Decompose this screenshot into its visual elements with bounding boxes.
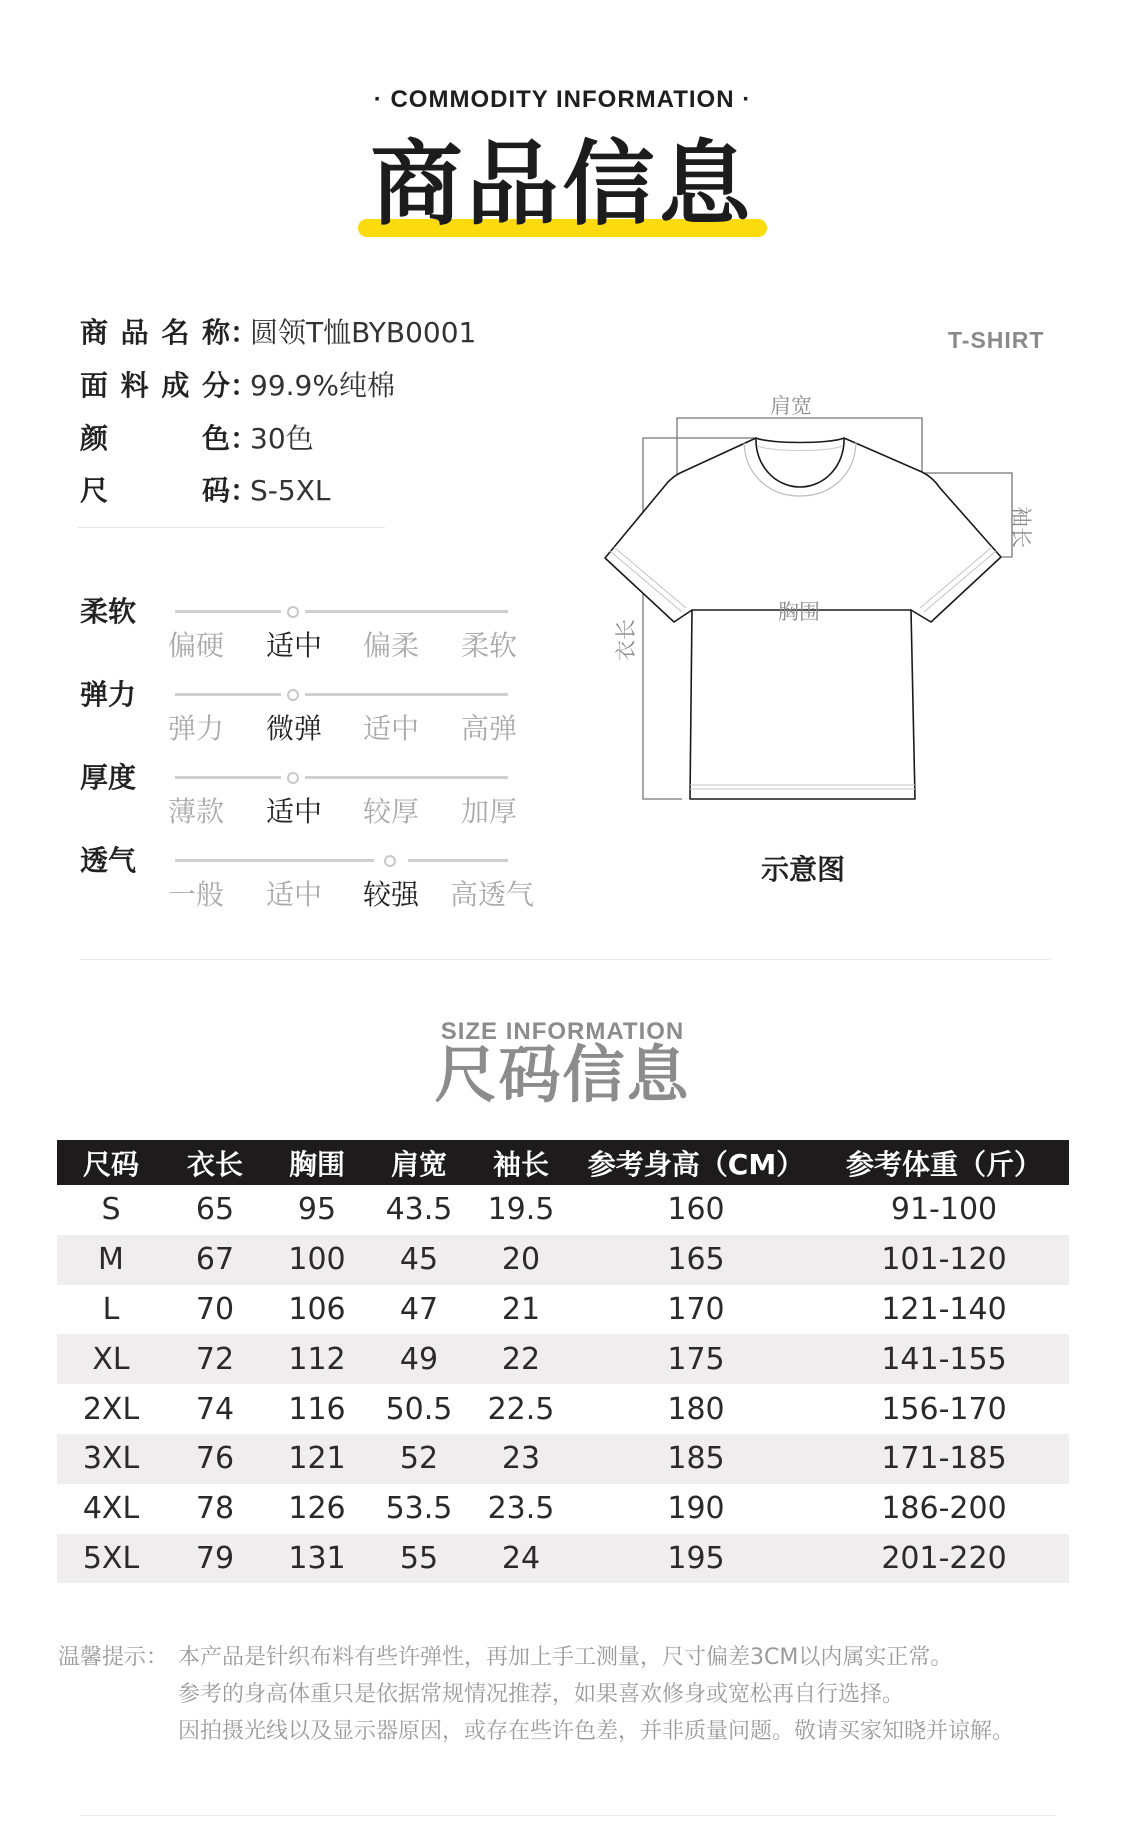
footer-divider (80, 1815, 1055, 1816)
column-header: 袖长 (469, 1140, 573, 1185)
table-cell: 5XL (57, 1534, 165, 1584)
table-cell: 91-100 (890, 1192, 998, 1228)
table-cell: 21 (501, 1291, 541, 1327)
info-label: 尺码 (80, 474, 230, 507)
scale-knob (287, 772, 299, 784)
table-cell: L (102, 1291, 120, 1327)
table-cell: S (101, 1192, 121, 1228)
column-header: 参考身高（CM） (573, 1140, 819, 1185)
table-cell: 53.5 (385, 1491, 453, 1527)
table-cell: 76 (165, 1434, 265, 1484)
scale-knob (287, 689, 299, 701)
table-cell: 23 (469, 1434, 573, 1484)
table-cell: 180 (667, 1391, 725, 1427)
table-row (57, 1235, 1069, 1285)
table-cell: 156-170 (881, 1391, 1007, 1427)
table-cell: 112 (265, 1334, 369, 1384)
info-row-color: 颜色：30色 (80, 422, 314, 455)
column-header: 肩宽 (369, 1140, 469, 1185)
scale-option: 加厚 (460, 795, 517, 828)
table-cell: 101-120 (819, 1235, 1069, 1285)
table-row (57, 1285, 1069, 1335)
table-cell: 19.5 (487, 1192, 555, 1228)
table-row (57, 1384, 1069, 1434)
note-label: 温馨提示： (58, 1645, 169, 1670)
scale-option: 偏柔 (362, 629, 419, 662)
sleeve-length-label: 袖长 (1009, 506, 1033, 548)
table-cell: 65 (195, 1192, 235, 1228)
scale-option: 较厚 (362, 795, 419, 828)
diagram-caption: 示意图 (760, 853, 845, 886)
table-cell: 20 (469, 1235, 573, 1285)
table-cell: 175 (573, 1334, 819, 1384)
info-label: 面料成分 (80, 369, 230, 402)
table-cell: 170 (667, 1291, 725, 1327)
table-cell: 4XL (82, 1491, 140, 1527)
scale-option: 薄款 (167, 795, 224, 828)
table-cell: 126 (288, 1491, 346, 1527)
info-row-name: 商品名称：圆领T恤BYB0001 (80, 316, 477, 349)
scale-knob (384, 855, 396, 867)
scale-option-selected: 适中 (265, 795, 322, 828)
scale-track (175, 693, 281, 696)
table-row (57, 1484, 1069, 1534)
scale-option-selected: 适中 (265, 629, 322, 662)
table-cell: 185 (573, 1434, 819, 1484)
size-eyebrow: SIZE INFORMATION (440, 1018, 685, 1045)
table-cell: 50.5 (385, 1391, 453, 1427)
table-row (57, 1185, 1069, 1235)
attr-label-breathability: 透气 (80, 844, 137, 877)
table-cell: 67 (165, 1235, 265, 1285)
table-cell: 121-140 (881, 1291, 1007, 1327)
table-cell: 95 (297, 1192, 337, 1228)
scale-track (175, 859, 374, 862)
info-divider (78, 527, 385, 528)
scale-option: 一般 (167, 878, 224, 911)
column-header: 衣长 (165, 1140, 265, 1185)
table-cell: 55 (369, 1534, 469, 1584)
table-cell: 47 (399, 1291, 439, 1327)
attr-label-thickness: 厚度 (80, 761, 137, 794)
scale-option: 高弹 (460, 712, 517, 745)
table-cell: 141-155 (819, 1334, 1069, 1384)
table-cell: 186-200 (881, 1491, 1007, 1527)
info-label: 颜色 (80, 422, 230, 455)
scale-track (175, 610, 281, 613)
table-cell: 171-185 (819, 1434, 1069, 1484)
table-row (57, 1334, 1069, 1384)
table-row (57, 1434, 1069, 1484)
shoulder-width-label: 肩宽 (770, 394, 812, 418)
table-cell: 22.5 (487, 1391, 555, 1427)
chest-label: 胸围 (778, 600, 820, 624)
table-cell: 22 (469, 1334, 573, 1384)
table-cell: 70 (195, 1291, 235, 1327)
table-cell: 24 (469, 1534, 573, 1584)
info-row-size: 尺码：S-5XL (80, 474, 331, 507)
info-value: 99.9%纯棉 (250, 369, 395, 402)
scale-option: 高透气 (449, 878, 534, 911)
page-title: 商品信息 (370, 131, 755, 238)
info-row-fabric: 面料成分：99.9%纯棉 (80, 369, 395, 402)
table-cell: 74 (195, 1391, 235, 1427)
table-cell: 100 (265, 1235, 369, 1285)
table-cell: 116 (288, 1391, 346, 1427)
table-cell: 72 (165, 1334, 265, 1384)
scale-track (305, 693, 508, 696)
note-line: 因拍摄光线以及显示器原因，或存在些许色差，并非质量问题。敬请买家知晓并谅解。 (178, 1719, 1015, 1744)
table-header-row (57, 1140, 1069, 1185)
scale-option: 柔软 (460, 629, 517, 662)
size-table (57, 1140, 1069, 1583)
table-cell: 2XL (82, 1391, 140, 1427)
info-value: S-5XL (250, 474, 331, 507)
scale-track (408, 859, 508, 862)
table-cell: 121 (265, 1434, 369, 1484)
table-row (57, 1534, 1069, 1584)
table-cell: 79 (165, 1534, 265, 1584)
scale-option: 偏硬 (167, 629, 224, 662)
table-cell: 43.5 (385, 1192, 453, 1228)
info-value: 圆领T恤BYB0001 (250, 316, 477, 349)
info-value: 30色 (250, 422, 314, 455)
scale-option: 适中 (265, 878, 322, 911)
scale-track (305, 776, 508, 779)
scale-option: 弹力 (167, 712, 224, 745)
commodity-eyebrow: · COMMODITY INFORMATION · (373, 86, 752, 113)
scale-track (175, 776, 281, 779)
table-cell: 190 (667, 1491, 725, 1527)
note-line: 参考的身高体重只是依据常规情况推荐，如果喜欢修身或宽松再自行选择。 (178, 1682, 905, 1707)
table-cell: 3XL (57, 1434, 165, 1484)
table-cell: 52 (369, 1434, 469, 1484)
table-cell: 160 (667, 1192, 725, 1228)
scale-option-selected: 较强 (362, 878, 419, 911)
column-header: 尺码 (57, 1140, 165, 1185)
body-length-label: 衣长 (614, 619, 638, 661)
table-cell: XL (57, 1334, 165, 1384)
table-cell: 201-220 (819, 1534, 1069, 1584)
table-cell: 23.5 (487, 1491, 555, 1527)
scale-option: 适中 (362, 712, 419, 745)
table-cell: 131 (265, 1534, 369, 1584)
table-cell: M (57, 1235, 165, 1285)
note-line: 本产品是针织布料有些许弹性，再加上手工测量，尺寸偏差3CM以内属实正常。 (178, 1645, 953, 1670)
table-cell: 78 (195, 1491, 235, 1527)
scale-knob (287, 606, 299, 618)
scale-option-selected: 微弹 (265, 712, 322, 745)
attr-label-elasticity: 弹力 (80, 678, 137, 711)
size-title: 尺码信息 (434, 1038, 691, 1111)
table-cell: 49 (369, 1334, 469, 1384)
table-cell: 195 (573, 1534, 819, 1584)
info-label: 商品名称 (80, 316, 230, 349)
table-cell: 106 (288, 1291, 346, 1327)
attr-label-softness: 柔软 (80, 595, 137, 628)
table-cell: 165 (573, 1235, 819, 1285)
table-cell: 45 (369, 1235, 469, 1285)
scale-track (305, 610, 508, 613)
column-header: 胸围 (265, 1140, 369, 1185)
column-header: 参考体重（斤） (819, 1140, 1069, 1185)
section-divider (80, 959, 1050, 960)
tshirt-tag: T-SHIRT (948, 327, 1045, 353)
